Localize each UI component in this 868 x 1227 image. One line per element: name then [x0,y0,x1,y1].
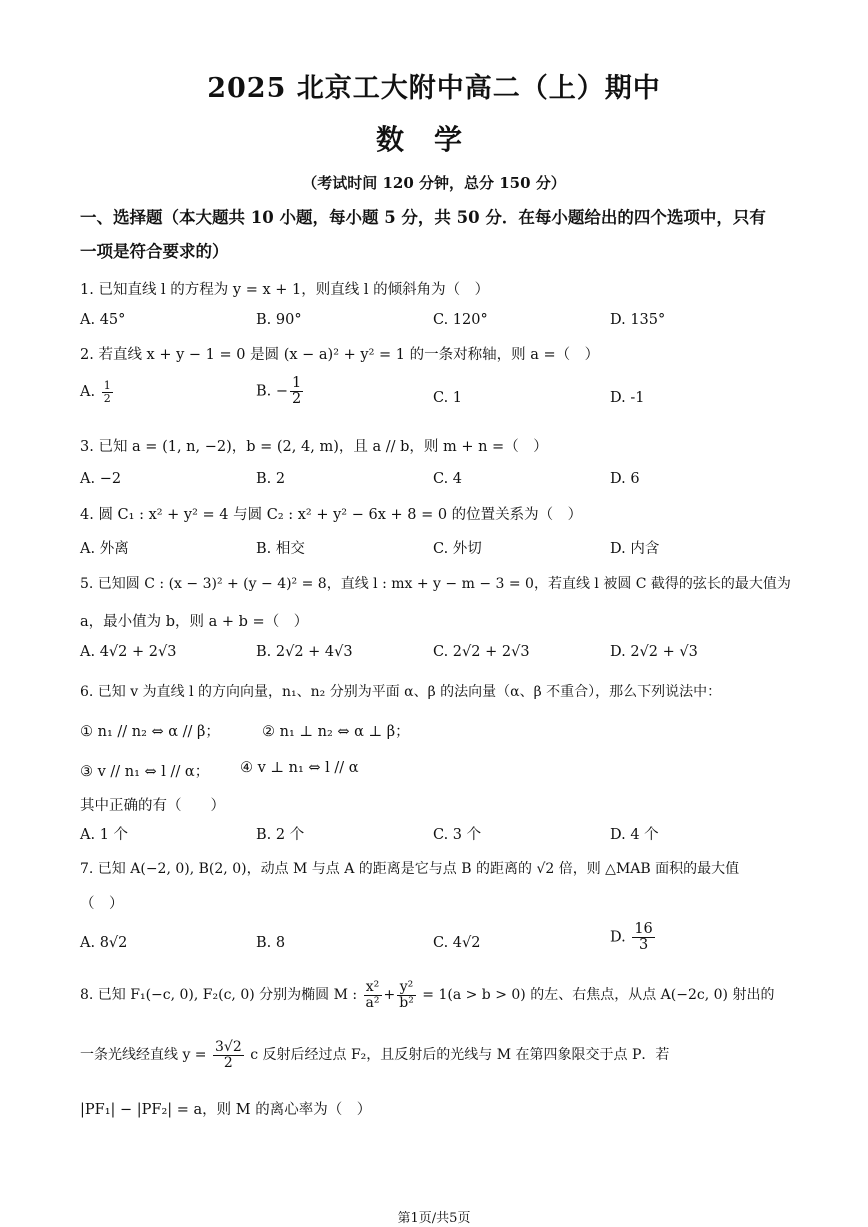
q6-ask: 其中正确的有（ ） [80,798,225,814]
q6-statement-3: ③ v // n₁ ⇔ l // α； [80,764,210,780]
q1-stem: 1. 已知直线 l 的方程为 y = x + 1，则直线 l 的倾斜角为（ ） [80,282,490,298]
q2-option-c: C. 1 [433,390,463,406]
q8-line1 [80,980,774,1010]
q1-option-b: B. 90° [256,312,302,328]
fraction-numerator: 1 [292,375,302,391]
q3-option-c: C. 4 [433,471,463,487]
q5-option-d: D. 2√2 + √3 [610,644,698,660]
q7-option-a: A. 8√2 [80,935,128,951]
section-heading-line2: 一项是符合要求的） [80,242,229,261]
q7-stem-line2: （ ） [80,896,124,912]
fraction-denominator: 2 [292,391,302,408]
fraction-numerator: 16 [634,921,653,937]
q8-line3: |PF₁| − |PF₂| = a，则 M 的离心率为（ ） [80,1102,372,1118]
q7-option-c: C. 4√2 [433,935,481,951]
page-number: 第1页/共5页 [397,1211,471,1226]
q3-stem: 3. 已知 a = (1, n, −2)，b = (2, 4, m)，且 a // b，则 m + n =（ ） [80,439,548,455]
q2-option-a-fraction [102,380,113,404]
q6-option-b: B. 2 个 [256,827,305,843]
q8-plus: + [383,987,396,1004]
q7-stem-line1: 7. 已知 A(−2, 0), B(2, 0)，动点 M 与点 A 的距离是它与点 B 的距离的 √2 倍，则 △MAB 面积的最大值 [80,861,740,877]
section-heading-line1: 一、选择题（本大题共 10 小题，每小题 5 分，共 50 分．在每小题给出的四个选项中，只有 [80,208,766,227]
q7-option-d-label: D. [610,929,631,946]
q4-option-a: A. 外离 [80,541,129,557]
q6-statement-4: ④ v ⊥ n₁ ⇔ l // α [240,760,359,776]
q6-stem: 6. 已知 v 为直线 l 的方向向量，n₁、n₂ 分别为平面 α、β 的法向量（α、β 不重合），那么下列说法中： [80,684,722,700]
q6-statement-2: ② n₁ ⊥ n₂ ⇔ α ⊥ β； [262,724,410,740]
q3-option-b: B. 2 [256,471,286,487]
q8-line2-post: c 反射后经过点 F₂，且反射后的光线与 M 在第四象限交于点 P．若 [250,1047,670,1064]
fraction-denominator: 2 [103,391,111,405]
q2-option-a-label: A. [80,384,100,401]
q4-option-b: B. 相交 [256,541,305,557]
exam-info: （考试时间 120 分钟，总分 150 分） [302,174,566,192]
q4-stem: 4. 圆 C₁ : x² + y² = 4 与圆 C₂ : x² + y² − 6x + 8 = 0 的位置关系为（ ） [80,507,583,523]
q8-line1-post: = 1(a > b > 0) 的左、右焦点，从点 A(−2c, 0) 射出的 [422,987,775,1004]
q5-stem-line2: a，最小值为 b，则 a + b =（ ） [80,614,309,630]
q5-option-c: C. 2√2 + 2√3 [433,644,530,660]
q7-option-b: B. 8 [256,935,286,951]
subject-title: 数学 [375,123,492,156]
fraction-numerator: x² [364,980,382,996]
fraction-denominator: 2 [223,1054,233,1071]
q7-option-d-fraction [632,922,654,953]
q7-option-d [610,922,657,953]
q2-option-b-label: B. − [256,383,289,400]
q5-option-a: A. 4√2 + 2√3 [80,644,177,660]
q8-line2 [80,1040,669,1070]
q6-statement-1: ① n₁ // n₂ ⇔ α // β； [80,724,220,740]
q1-option-d: D. 135° [610,312,666,328]
q8-fraction-y [397,980,416,1010]
fraction-numerator: y² [397,980,416,996]
q8-fraction-slope [213,1040,244,1070]
fraction-denominator: a² [365,994,380,1011]
exam-title: 2025 北京工大附中高二（上）期中 [207,73,661,104]
q8-line1-pre: 8. 已知 F₁(−c, 0), F₂(c, 0) 分别为椭圆 M : [80,987,358,1004]
q8-fraction-x [364,980,382,1010]
q8-line2-pre: 一条光线经直线 y = [80,1047,207,1064]
q3-option-d: D. 6 [610,471,640,487]
q1-option-c: C. 120° [433,312,488,328]
fraction-denominator: 3 [638,937,649,954]
q2-option-d: D. -1 [610,390,645,406]
q6-option-a: A. 1 个 [80,827,129,843]
q4-option-c: C. 外切 [433,541,482,557]
fraction-numerator: 3√2 [215,1039,242,1055]
q5-stem-line1: 5. 已知圆 C : (x − 3)² + (y − 4)² = 8，直线 l : mx + y − m − 3 = 0，若直线 l 被圆 C 截得的弦长的最大值为 [80,576,791,592]
fraction-denominator: b² [399,994,414,1011]
q6-option-d: D. 4 个 [610,827,659,843]
q3-option-a: A. −2 [80,471,122,487]
q2-option-b [256,376,305,407]
q2-option-b-fraction [290,376,303,407]
fraction-numerator: 1 [103,379,111,392]
q2-option-a [80,380,115,404]
q5-option-b: B. 2√2 + 4√3 [256,644,353,660]
q6-option-c: C. 3 个 [433,827,482,843]
q2-stem: 2. 若直线 x + y − 1 = 0 是圆 (x − a)² + y² = 1 的一条对称轴，则 a =（ ） [80,347,600,363]
q1-option-a: A. 45° [80,312,126,328]
q4-option-d: D. 内含 [610,541,660,557]
